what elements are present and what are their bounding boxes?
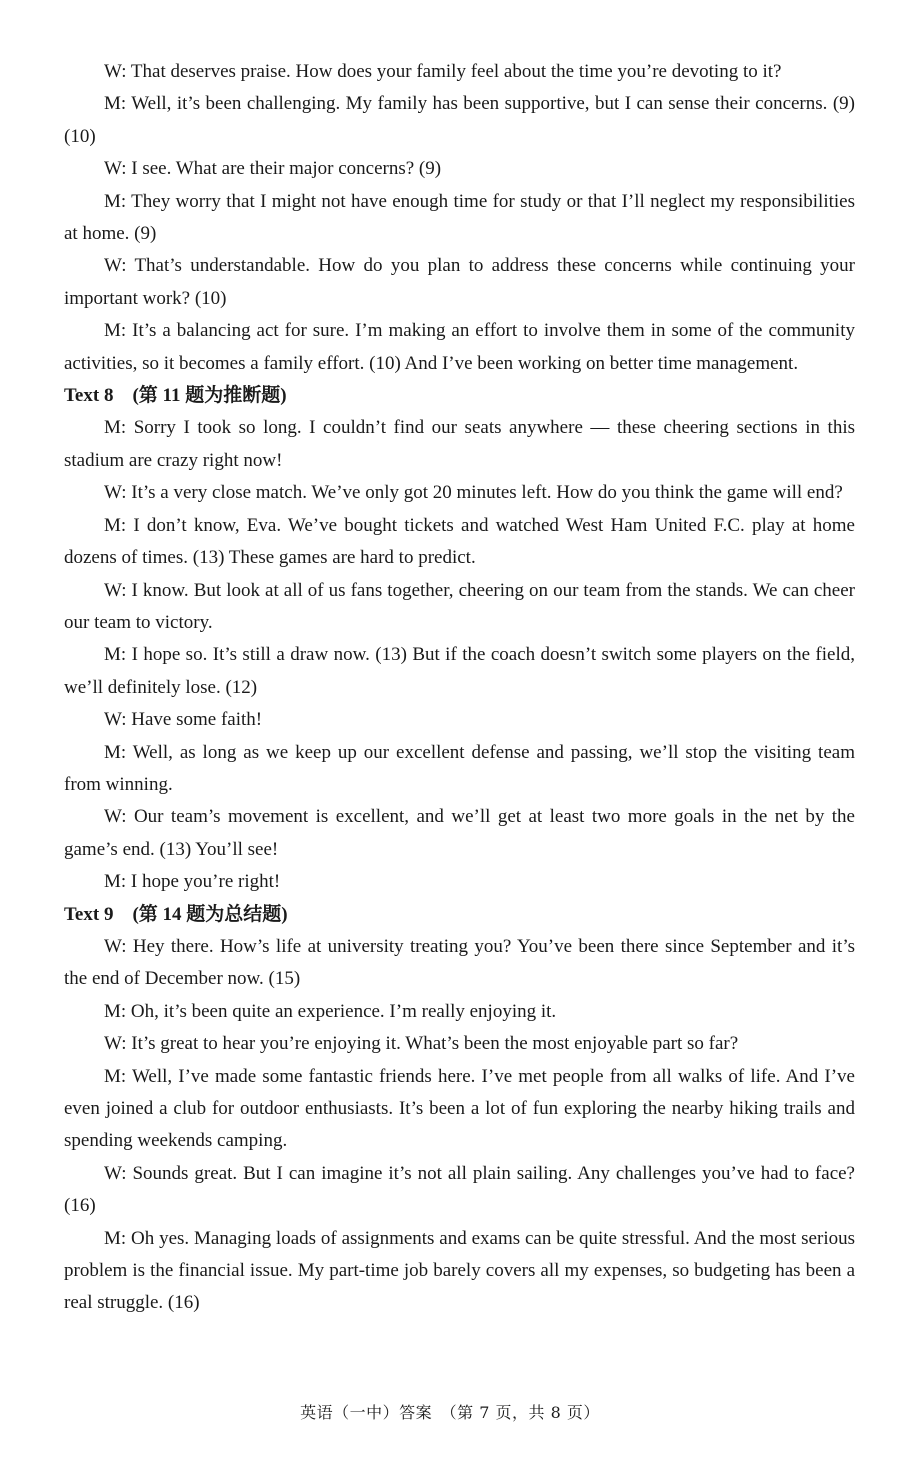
- paragraph: M: Oh, it’s been quite an experience. I’m really enjoying it.: [104, 1000, 557, 1022]
- paragraph: M: Sorry I took so long. I couldn’t find our seats anywhere — these cheering sections in this stadium are crazy right now!: [64, 417, 855, 471]
- page-footer: 英语（一中）答案 （第 7 页，共 8 页）: [300, 1403, 600, 1422]
- paragraph: M: They worry that I might not have enough time for study or that I’ll neglect my responsibilities at home. (9): [64, 190, 855, 245]
- paragraph: W: That’s understandable. How do you plan to address these concerns while continuing your important work? (10): [64, 255, 855, 309]
- paragraph: M: Oh yes. Managing loads of assignments and exams can be quite stressful. And the most serious problem is the financial issue. My part-time job barely covers all my expenses, so budgeting has been a real struggle. (16): [64, 1227, 855, 1314]
- paragraph: W: I know. But look at all of us fans together, cheering on our team from the stands. We can cheer our team to victory.: [64, 579, 855, 633]
- paragraph: M: It’s a balancing act for sure. I’m making an effort to involve them in some of the community activities, so it becomes a family effort. (10) And I’ve been working on better time management.: [64, 320, 855, 374]
- paragraph: M: Well, it’s been challenging. My family has been supportive, but I can sense their concerns. (9) (10): [64, 93, 855, 147]
- paragraph: W: Hey there. How’s life at university treating you? You’ve been there since September and it’s the end of December now. (15): [64, 935, 855, 990]
- section-heading-text-8: Text 8 (第 11 题为推断题): [64, 385, 287, 407]
- paragraph: M: I don’t know, Eva. We’ve bought tickets and watched West Ham United F.C. play at home dozens of times. (13) These games are hard to predict.: [64, 514, 855, 569]
- paragraph: W: That deserves praise. How does your family feel about the time you’re devoting to it?: [104, 61, 782, 82]
- paragraph: W: I see. What are their major concerns? (9): [104, 158, 442, 180]
- paragraph: M: Well, I’ve made some fantastic friends here. I’ve met people from all walks of life. And I’ve even joined a club for outdoor enthusiasts. It’s been a lot of fun exploring the nearby hiking trails and spending weekends camping.: [64, 1065, 855, 1152]
- paragraph: W: Sounds great. But I can imagine it’s not all plain sailing. Any challenges you’ve had to face? (16): [64, 1162, 855, 1217]
- paragraph: M: I hope you’re right!: [104, 871, 281, 893]
- document-body: [64, 56, 855, 1320]
- paragraph: W: Our team’s movement is excellent, and we’ll get at least two more goals in the net by the game’s end. (13) You’ll see!: [64, 806, 855, 860]
- paragraph: W: It’s a very close match. We’ve only got 20 minutes left. How do you think the game will end?: [104, 482, 843, 504]
- section-heading-text-9: Text 9 (第 14 题为总结题): [64, 903, 288, 925]
- paragraph: M: Well, as long as we keep up our excellent defense and passing, we’ll stop the visiting team from winning.: [64, 741, 855, 795]
- paragraph: M: I hope so. It’s still a draw now. (13) But if the coach doesn’t switch some players on the field, we’ll definitely lose. (12): [64, 644, 855, 698]
- paragraph: W: It’s great to hear you’re enjoying it. What’s been the most enjoyable part so far?: [104, 1033, 739, 1055]
- paragraph: W: Have some faith!: [104, 709, 263, 731]
